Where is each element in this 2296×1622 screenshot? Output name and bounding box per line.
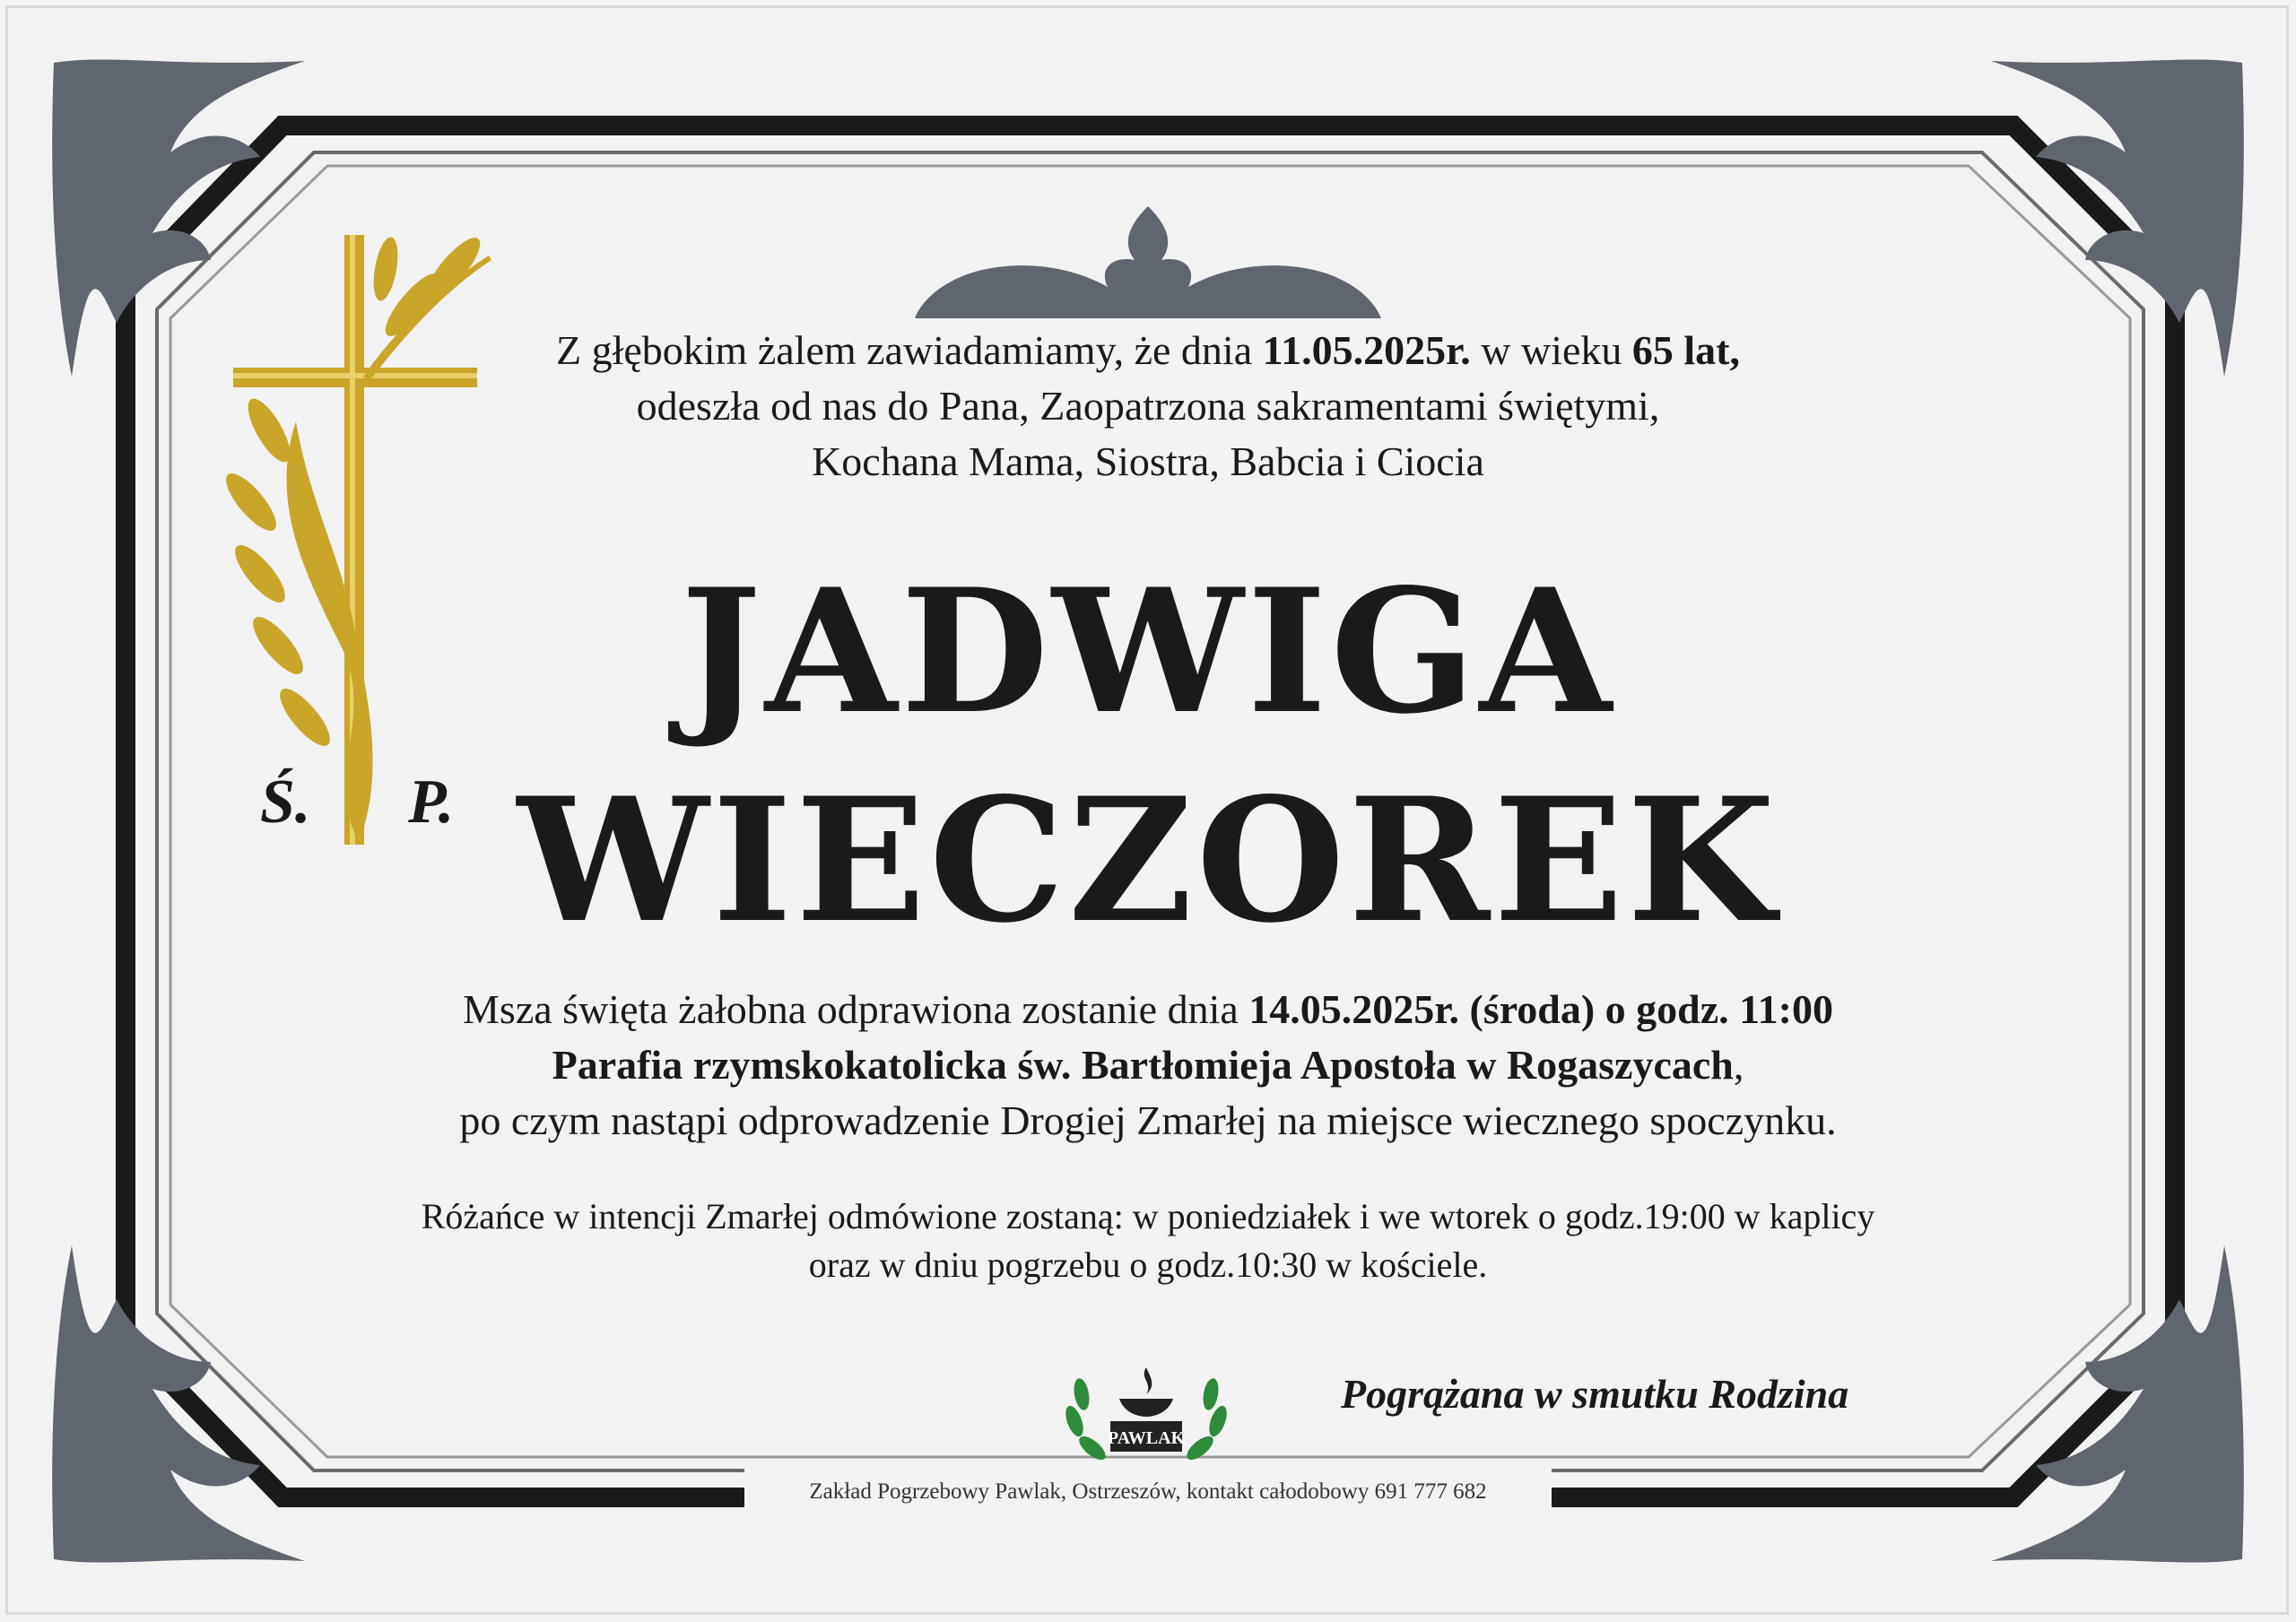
rosary-info	[0, 1193, 2296, 1289]
mass-line-3: po czym nastąpi odprowadzenie Drogiej Zmarłej na miejsce wiecznego spoczynku.	[459, 1097, 1837, 1143]
sp-left-label: Ś.	[260, 768, 311, 837]
parish-comma: ,	[1733, 1042, 1744, 1088]
mass-line-1	[0, 982, 2296, 1037]
mass-datetime: 14.05.2025r. (środa) o godz. 11:00	[1248, 986, 1833, 1032]
first-name: JADWIGA	[680, 551, 1615, 751]
logo-text: PAWLAK	[1107, 1428, 1186, 1448]
intro-line1-pre: Z głębokim żalem zawiadamiamy, że dnia	[555, 327, 1263, 373]
intro-line-3: Kochana Mama, Siostra, Babcia i Ciocia	[812, 438, 1484, 484]
mass-line-2	[0, 1037, 2296, 1093]
intro-line-2: odeszła od nas do Pana, Zaopatrzona sakramentami świętymi,	[636, 383, 1660, 429]
mass-line1-pre: Msza święta żałobna odprawiona zostanie dnia	[463, 986, 1249, 1032]
funeral-home-logo-icon	[1057, 1358, 1236, 1475]
signature: Pogrążana w smutku Rodzina	[1341, 1371, 1849, 1417]
intro-line-1	[0, 323, 2296, 378]
intro-line1-mid: w wieku	[1470, 327, 1632, 373]
footer-contact: Zakład Pogrzebowy Pawlak, Ostrzeszów, kontakt całodobowy 691 777 682	[744, 1467, 1552, 1517]
sp-right-label: P.	[408, 768, 455, 837]
mass-info	[0, 982, 2296, 1149]
rosary-line-2: oraz w dniu pogrzebu o godz.10:30 w kościele.	[808, 1245, 1488, 1285]
parish-name: Parafia rzymskokatolicka św. Bartłomieja Apostoła w Rogaszycach	[552, 1042, 1734, 1088]
last-name: WIECZOREK	[517, 760, 1779, 960]
age: 65 lat,	[1631, 327, 1741, 373]
rosary-line-1: Różańce w intencji Zmarłej odmówione zostaną: w poniedziałek i we wtorek o godz.19:00 w kaplicy	[421, 1196, 1875, 1236]
death-date: 11.05.2025r.	[1262, 327, 1471, 373]
intro-text	[0, 323, 2296, 490]
top-ornament-icon	[915, 206, 1381, 318]
